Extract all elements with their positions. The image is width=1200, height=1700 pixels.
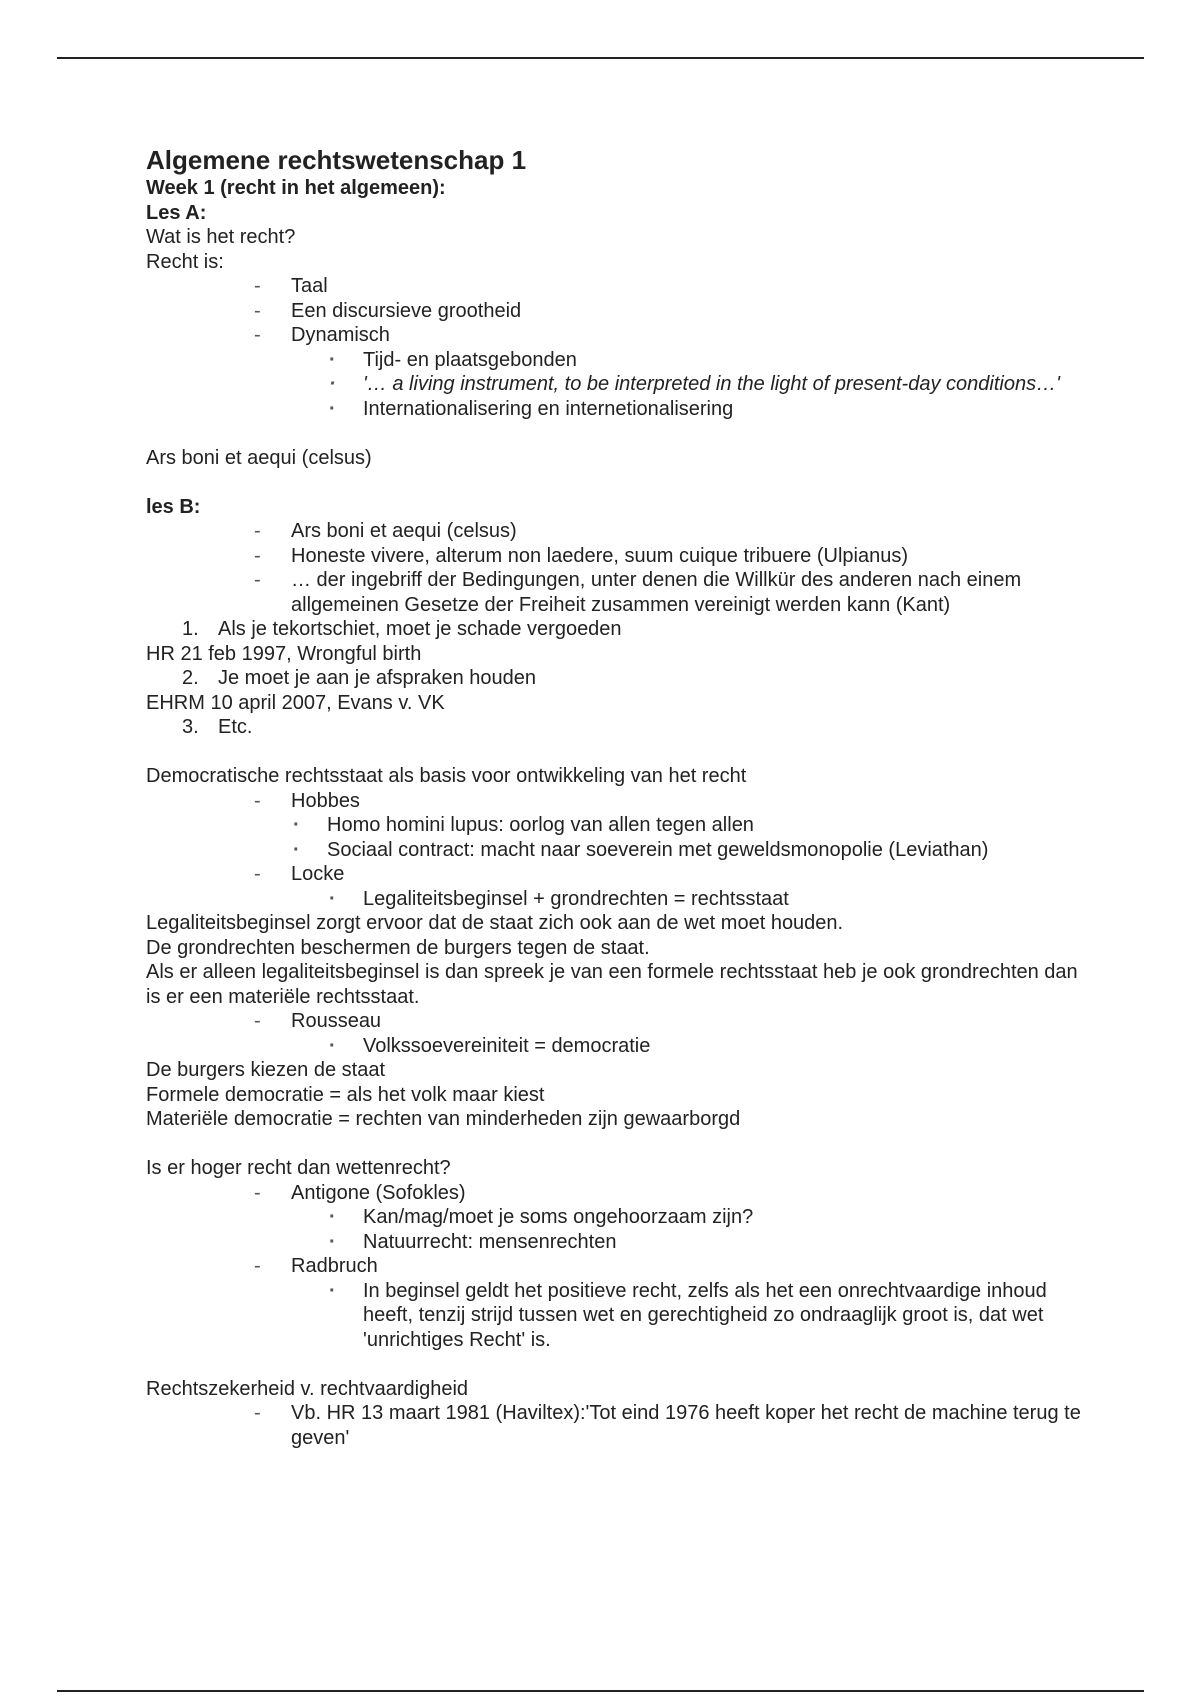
hobbes-list [291,789,1086,912]
dynamisch-sublist [363,348,1086,422]
numbered-item [146,617,1086,642]
rousseau-list [291,1009,1086,1058]
list-item [291,1181,1086,1255]
hobbes-sublist [327,813,1086,862]
document-body [146,144,1086,1450]
list-item-quote: · '… a living instrument, to be interpreted in the light of present-day conditions…' [363,372,1086,397]
paragraph: De burgers kiezen de staat [146,1059,386,1081]
list-item [291,323,1086,421]
list-item: - … der ingebriff der Bedingungen, unter denen die Willkür des anderen nach einem allgemeinen Gesetze der Freiheit zusammen vereinigt werden kann (Kant) [291,568,1086,617]
list-item: · In beginsel geldt het positieve recht, zelfs als het een onrechtvaardige inhoud heeft, tenzij strijd tussen wet en gerechtigheid zo ondraaglijk groot is, dat wet 'unrichtiges Recht' is. [363,1279,1086,1353]
bottom-rule [57,1690,1144,1692]
case-line: HR 21 feb 1997, Wrongful birth [146,642,422,665]
list-item: - Taal [291,274,1086,299]
radbruch-sublist [363,1279,1086,1353]
paragraph: Legaliteitsbeginsel zorgt ervoor dat de staat zich ook aan de wet moet houden. [146,912,844,934]
les-a-list [291,274,1086,421]
paragraph: Materiële democratie = rechten van minderheden zijn gewaarborgd [146,1108,741,1130]
item-text: Je moet je aan je afspraken houden [218,667,536,689]
list-item: - Een discursieve grootheid [291,299,1086,324]
list-item: - Vb. HR 13 maart 1981 (Haviltex):'Tot eind 1976 heeft koper het recht de machine terug te geven' [291,1401,1086,1450]
page-title: Algemene rechtswetenschap 1 [146,145,527,175]
list-item [291,862,1086,911]
case-line: EHRM 10 april 2007, Evans v. VK [146,691,445,714]
list-item [291,789,1086,863]
list-item-label: Hobbes [291,789,360,812]
list-item-label: Locke [291,863,345,885]
hoger-recht-list [291,1181,1086,1353]
list-item: · Homo homini lupus: oorlog van allen tegen allen [327,813,1086,838]
item-number: 3. [182,716,199,738]
numbered-list-2 [146,666,1086,691]
item-number: 2. [182,667,199,689]
les-a-intro: Recht is: [146,250,224,273]
les-a-heading: Les A: [146,201,207,224]
item-text: Etc. [218,716,253,738]
week-heading: Week 1 (recht in het algemeen): [146,177,446,199]
antigone-sublist [363,1205,1086,1254]
list-item: · Internationalisering en internetionalisering [363,397,1086,422]
numbered-item [146,666,1086,691]
les-a-question: Wat is het recht? [146,226,296,248]
list-item-label: Dynamisch [291,324,390,346]
numbered-list-1 [146,617,1086,642]
ars-line: Ars boni et aequi (celsus) [146,446,372,469]
les-b-heading: les B: [146,495,201,518]
paragraph: De grondrechten beschermen de burgers tegen de staat. [146,936,650,959]
top-rule [57,57,1144,59]
les-b-list [291,519,1086,617]
rousseau-sublist [363,1034,1086,1059]
list-item: · Sociaal contract: macht naar soeverein met geweldsmonopolie (Leviathan) [327,838,1086,863]
numbered-item [146,715,1086,740]
list-item [291,1254,1086,1352]
list-item: · Kan/mag/moet je soms ongehoorzaam zijn? [363,1205,1086,1230]
list-item: - Honeste vivere, alterum non laedere, suum cuique tribuere (Ulpianus) [291,544,1086,569]
paragraph: Als er alleen legaliteitsbeginsel is dan spreek je van een formele rechtsstaat heb je ook grondrechten dan is er een materiële rechtsstaat. [146,961,1078,1008]
list-item: · Legaliteitsbeginsel + grondrechten = rechtsstaat [363,887,1086,912]
rechtszekerheid-intro: Rechtszekerheid v. rechtvaardigheid [146,1377,469,1400]
list-item-label: Rousseau [291,1010,382,1032]
list-item [291,1009,1086,1058]
list-item: · Tijd- en plaatsgebonden [363,348,1086,373]
list-item-label: Antigone (Sofokles) [291,1181,466,1204]
locke-sublist [363,887,1086,912]
list-item: - Ars boni et aequi (celsus) [291,519,1086,544]
list-item: · Natuurrecht: mensenrechten [363,1230,1086,1255]
item-text: Als je tekortschiet, moet je schade vergoeden [218,618,622,640]
list-item: · Volkssoevereiniteit = democratie [363,1034,1086,1059]
item-number: 1. [182,618,199,640]
democratie-intro: Democratische rechtsstaat als basis voor ontwikkeling van het recht [146,765,747,787]
hoger-recht-intro: Is er hoger recht dan wettenrecht? [146,1157,451,1179]
list-item-label: Radbruch [291,1255,378,1277]
numbered-list-3 [146,715,1086,740]
rechtszekerheid-list [291,1401,1086,1450]
paragraph: Formele democratie = als het volk maar kiest [146,1083,545,1106]
